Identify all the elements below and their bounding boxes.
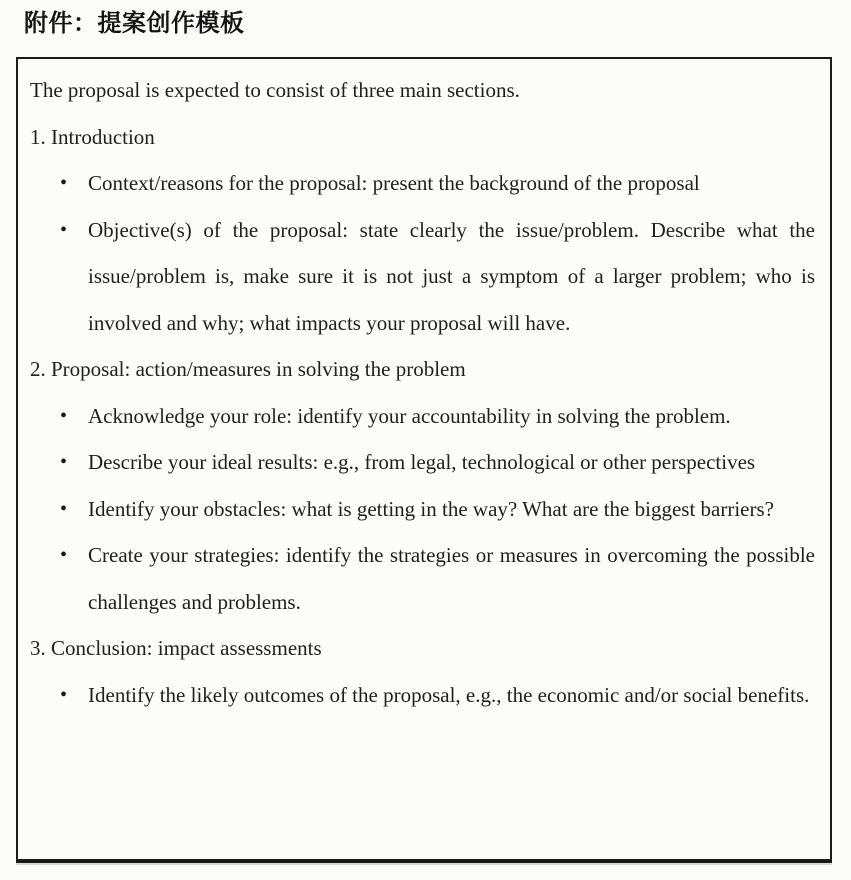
bullet-icon: • bbox=[60, 218, 68, 241]
bullet-icon: • bbox=[60, 172, 68, 194]
bullet-item bbox=[30, 160, 815, 207]
bullet-text: Acknowledge your role: identify your accountability in solving the problem. bbox=[88, 403, 731, 428]
bullet-item bbox=[30, 439, 815, 486]
section-2-bullets bbox=[30, 393, 815, 626]
bullet-icon: • bbox=[60, 544, 68, 566]
bullet-icon: • bbox=[60, 497, 68, 520]
intro-text: The proposal is expected to consist of three main sections. bbox=[30, 78, 520, 102]
bullet-item bbox=[30, 207, 815, 347]
bullet-text: Context/reasons for the proposal: present the background of the proposal bbox=[88, 171, 700, 195]
section-2-heading: 2. Proposal: action/measures in solving the problem bbox=[30, 357, 466, 381]
section-3-bullets bbox=[30, 672, 815, 719]
bullet-text: Create your strategies: identify the strategies or measures in overcoming the possible challenges and problems. bbox=[88, 543, 815, 614]
bullet-item bbox=[30, 486, 815, 533]
bullet-text: Identify your obstacles: what is getting in the way? What are the biggest barriers? bbox=[88, 496, 774, 521]
bullet-text: Describe your ideal results: e.g., from legal, technological or other perspectives bbox=[88, 450, 756, 474]
page-title: 附件：提案创作模板 bbox=[24, 10, 245, 37]
bullet-text: Objective(s) of the proposal: state clearly the issue/problem. Describe what the issue/problem is, make sure it is not just a symptom of a larger problem; who is involved and why; what impacts your proposal will have. bbox=[88, 217, 815, 335]
bullet-icon: • bbox=[60, 451, 68, 473]
bullet-item bbox=[30, 672, 815, 719]
bullet-text: Identify the likely outcomes of the proposal, e.g., the economic and/or social benefits. bbox=[88, 682, 810, 707]
section-1-heading: 1. Introduction bbox=[30, 124, 155, 149]
section-1-bullets bbox=[30, 160, 815, 346]
bullet-icon: • bbox=[60, 404, 68, 427]
proposal-template-box bbox=[16, 57, 832, 863]
bullet-item bbox=[30, 532, 815, 625]
section-3-heading: 3. Conclusion: impact assessments bbox=[30, 636, 322, 660]
bullet-item bbox=[30, 393, 815, 440]
bullet-icon: • bbox=[60, 683, 68, 706]
